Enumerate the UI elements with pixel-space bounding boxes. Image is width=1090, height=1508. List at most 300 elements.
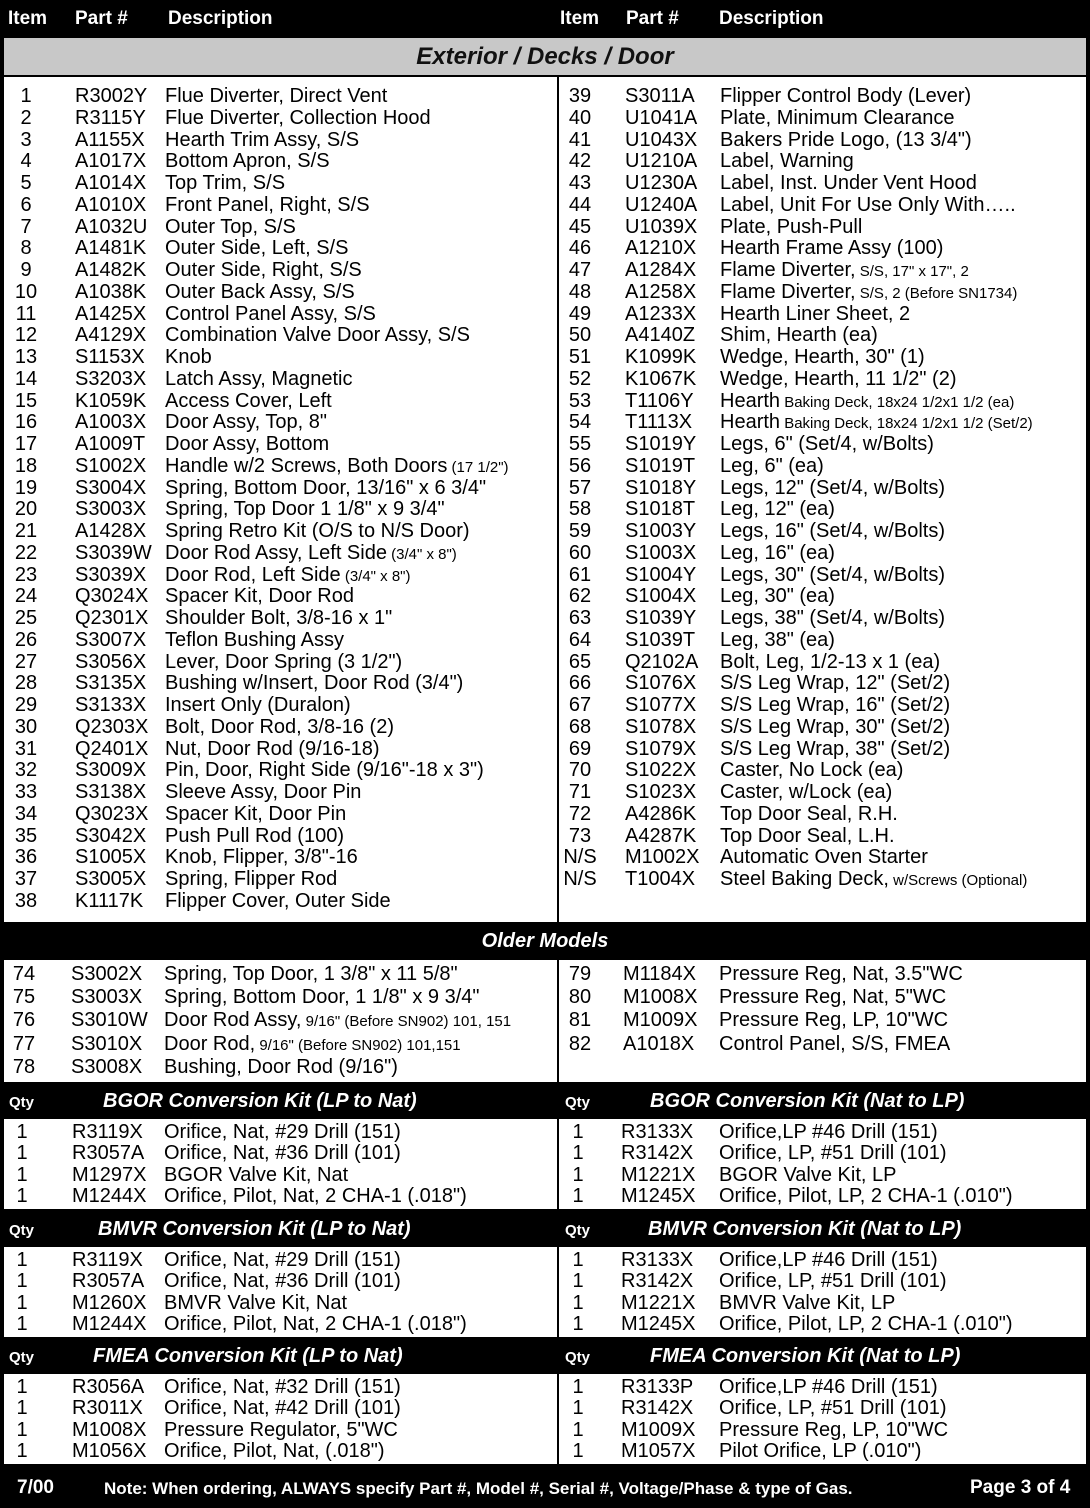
part-description: [720, 868, 1027, 892]
kit-title-right: BGOR Conversion Kit (Nat to LP): [650, 1090, 965, 1112]
part-number: S1003X: [625, 541, 697, 564]
description-text: Legs, 38" (Set/4, w/Bolts): [720, 607, 945, 629]
part-description: [165, 564, 411, 588]
item-number: 71: [568, 781, 592, 803]
part-description: [720, 542, 835, 564]
item-number: 41: [568, 128, 592, 151]
part-number: A4286K: [625, 802, 697, 825]
part-number: M1221X: [621, 1291, 696, 1314]
table-row: [559, 542, 1086, 564]
part-number: S3042X: [75, 824, 147, 847]
part-number: Q3024X: [75, 585, 149, 608]
description-text: Flame Diverter,: [720, 280, 856, 303]
table-row: [559, 1249, 1086, 1271]
part-description: Orifice,LP #46 Drill (151): [719, 1376, 938, 1398]
part-number: M1184X: [623, 963, 697, 985]
table-row: [4, 1164, 557, 1186]
table-row: [4, 585, 557, 607]
item-number: 81: [568, 1009, 592, 1032]
table-row: [559, 868, 1086, 890]
description-text: Door Assy, Bottom: [165, 433, 330, 455]
item-number: 23: [14, 563, 38, 586]
part-description: Orifice, Nat, #29 Drill (151): [164, 1249, 401, 1271]
part-description: BMVR Valve Kit, LP: [719, 1291, 896, 1314]
description-text: Pressure Reg, Nat, 5"WC: [719, 986, 947, 1009]
part-description: [165, 85, 387, 107]
table-row: [4, 237, 557, 259]
kit-header: [4, 1083, 1086, 1119]
part-number: S1039Y: [625, 607, 697, 629]
description-text: Spring Retro Kit (O/S to N/S Door): [165, 520, 470, 542]
table-row: [4, 1185, 557, 1207]
quantity: 1: [16, 1184, 28, 1207]
description-text: Knob: [165, 346, 212, 368]
description-text: Top Door Seal, R.H.: [720, 802, 898, 825]
description-text: Automatic Oven Starter: [720, 846, 928, 869]
header-description-left: Description: [168, 8, 273, 29]
description-text: S/S Leg Wrap, 16" (Set/2): [720, 694, 951, 716]
description-text: Bottom Apron, S/S: [165, 150, 330, 173]
part-description: [720, 825, 895, 847]
part-number: M1002X: [625, 846, 700, 869]
table-row: [559, 1440, 1086, 1462]
description-text: Legs, 30" (Set/4, w/Bolts): [720, 563, 945, 586]
part-number: S1078X: [625, 715, 697, 738]
part-description: [165, 237, 348, 259]
part-description: Orifice, Pilot, Nat, (.018"): [164, 1439, 385, 1462]
part-description: [165, 672, 463, 694]
quantity: 1: [572, 1312, 584, 1335]
table-row: [559, 281, 1086, 303]
part-description: [165, 520, 470, 542]
quantity: 1: [572, 1397, 584, 1420]
part-description: [720, 281, 1017, 305]
table-row: [4, 694, 557, 716]
part-description: [165, 390, 332, 412]
older-models-title: Older Models: [481, 930, 609, 952]
table-row: [4, 803, 557, 825]
item-number: 6: [20, 193, 32, 216]
part-description: [720, 150, 854, 172]
table-row: [4, 411, 557, 433]
item-number: 27: [14, 650, 38, 673]
table-row: [559, 411, 1086, 433]
item-number: 47: [568, 259, 592, 281]
item-number: 9: [20, 259, 32, 281]
item-number: 73: [568, 824, 592, 847]
table-row: [559, 390, 1086, 412]
description-text: Shoulder Bolt, 3/8-16 x 1": [165, 607, 393, 629]
description-text: Outer Side, Right, S/S: [165, 259, 362, 281]
item-number: 78: [12, 1055, 36, 1078]
qty-label: Qty: [565, 1349, 591, 1366]
part-description: [165, 303, 376, 325]
part-number: U1210A: [625, 150, 698, 173]
part-description: [165, 172, 285, 194]
item-number: 79: [568, 963, 592, 985]
part-description: [165, 846, 358, 868]
description-text: Push Pull Rod (100): [165, 824, 344, 847]
item-number: 11: [15, 302, 37, 325]
item-number: 14: [14, 367, 38, 390]
description-text: Door Rod Assy,: [164, 1009, 302, 1032]
description-text: Shim, Hearth (ea): [720, 324, 878, 347]
part-description: [720, 564, 945, 586]
quantity: 1: [572, 1163, 584, 1186]
description-text: Hearth Frame Assy (100): [720, 237, 944, 260]
item-number: 7: [20, 215, 32, 238]
part-number: A1155X: [75, 128, 145, 151]
item-number: 70: [568, 759, 592, 782]
part-description: [165, 433, 329, 455]
description-text: Label, Warning: [720, 150, 854, 173]
part-number: A1428X: [75, 520, 147, 542]
part-number: S1077X: [625, 694, 697, 716]
table-row: [559, 803, 1086, 825]
table-row: [4, 781, 557, 803]
table-row: [559, 759, 1086, 781]
part-number: A1003X: [75, 411, 147, 434]
part-number: A1014X: [75, 172, 147, 194]
kit-title-right: BMVR Conversion Kit (Nat to LP): [648, 1218, 962, 1240]
part-description: [165, 498, 445, 520]
section-title: Exterior / Decks / Door: [4, 38, 1086, 75]
part-number: S1153X: [75, 346, 145, 368]
part-number: A1425X: [75, 302, 147, 325]
header-part-right: Part #: [626, 8, 679, 29]
table-row: [4, 172, 557, 194]
part-description: [720, 303, 910, 325]
table-row: [4, 986, 557, 1008]
table-row: [559, 963, 1086, 985]
quantity: 1: [572, 1376, 584, 1398]
item-number: 59: [568, 520, 592, 542]
item-number: 32: [14, 759, 38, 782]
part-number: M1009X: [623, 1009, 698, 1032]
kit-title-right: FMEA Conversion Kit (Nat to LP): [650, 1345, 961, 1367]
part-description: [165, 651, 402, 673]
quantity: 1: [16, 1270, 28, 1293]
item-number: 42: [568, 150, 592, 173]
part-description: [720, 607, 945, 629]
description-text: Control Panel, S/S, FMEA: [719, 1032, 951, 1055]
description-text: Bakers Pride Logo, (13 3/4"): [720, 128, 972, 151]
description-text: Bolt, Door Rod, 3/8-16 (2): [165, 715, 394, 738]
table-row: [4, 1009, 557, 1031]
table-row: [4, 672, 557, 694]
quantity: 1: [572, 1121, 584, 1143]
part-description: [165, 368, 353, 390]
item-number: 67: [568, 694, 592, 716]
description-text: Flipper Cover, Outer Side: [165, 889, 391, 912]
part-number: S3135X: [75, 672, 147, 695]
part-description: [720, 694, 950, 716]
item-number: 24: [14, 585, 38, 608]
description-note: (3/4" x 8"): [386, 545, 457, 563]
part-description: [165, 781, 361, 803]
table-row: [559, 629, 1086, 651]
part-number: M1244X: [72, 1184, 147, 1207]
qty-label: Qty: [565, 1222, 591, 1239]
description-text: Bushing w/Insert, Door Rod (3/4"): [165, 672, 464, 695]
part-number: S1023X: [625, 781, 697, 803]
part-number: S3039W: [75, 541, 152, 564]
description-text: Legs, 16" (Set/4, w/Bolts): [720, 520, 945, 542]
table-row: [559, 150, 1086, 172]
description-text: Leg, 30" (ea): [720, 585, 835, 608]
quantity: 1: [16, 1249, 28, 1271]
table-row: [4, 477, 557, 499]
description-text: Hearth: [720, 389, 781, 412]
table-row: [4, 498, 557, 520]
part-description: [720, 346, 925, 368]
item-number: 77: [12, 1032, 36, 1055]
part-description: [165, 477, 486, 499]
part-description: BGOR Valve Kit, Nat: [164, 1163, 349, 1186]
description-text: Wedge, Hearth, 30" (1): [720, 346, 925, 368]
part-description: [165, 107, 431, 129]
header-description-right: Description: [719, 8, 824, 29]
part-description: [165, 542, 457, 566]
part-description: [720, 498, 835, 520]
part-description: [720, 651, 940, 673]
item-number: 20: [14, 498, 38, 521]
part-description: [720, 216, 862, 238]
table-row: [4, 1376, 557, 1398]
item-number: 82: [568, 1032, 592, 1055]
table-row: [4, 564, 557, 586]
table-row: [559, 564, 1086, 586]
description-text: Pin, Door, Right Side (9/16"-18 x 3"): [165, 759, 484, 782]
part-description: [720, 411, 1033, 435]
item-number: 12: [14, 324, 38, 347]
footer-page-number: Page 3 of 4: [970, 1477, 1071, 1498]
part-description: [720, 781, 892, 803]
description-text: Caster, w/Lock (ea): [720, 781, 893, 803]
description-text: Hearth Trim Assy, S/S: [165, 128, 360, 151]
description-text: Sleeve Assy, Door Pin: [165, 781, 362, 803]
header-part-left: Part #: [75, 8, 128, 29]
description-text: Hearth Liner Sheet, 2: [720, 302, 911, 325]
part-number: M1221X: [621, 1163, 696, 1186]
table-row: [559, 368, 1086, 390]
part-description: Orifice, LP, #51 Drill (101): [719, 1397, 947, 1420]
table-row: [4, 1440, 557, 1462]
quantity: 1: [572, 1249, 584, 1271]
description-text: Flue Diverter, Direct Vent: [165, 85, 388, 107]
part-description: [165, 216, 296, 238]
table-row: [4, 1292, 557, 1314]
item-number: 69: [568, 737, 592, 760]
part-description: [720, 803, 898, 825]
description-note: Baking Deck, 18x24 1/2x1 1/2 (Set/2): [780, 415, 1033, 433]
part-number: S3005X: [75, 868, 147, 890]
description-text: Latch Assy, Magnetic: [165, 367, 353, 390]
part-number: R3142X: [621, 1397, 694, 1420]
item-number: N/S: [563, 868, 597, 890]
part-number: A4129X: [75, 324, 147, 347]
part-number: R3133X: [621, 1249, 694, 1271]
table-row: [559, 433, 1086, 455]
item-number: 65: [568, 650, 592, 673]
quantity: 1: [572, 1270, 584, 1293]
item-number: 66: [568, 672, 592, 695]
description-text: Spring, Flipper Rod: [165, 868, 338, 890]
item-number: 52: [568, 367, 592, 390]
part-description: Pilot Orifice, LP (.010"): [719, 1439, 922, 1462]
part-number: R3133P: [621, 1376, 694, 1398]
quantity: 1: [16, 1418, 28, 1441]
column-header: [4, 0, 1086, 38]
item-number: 68: [568, 715, 592, 738]
part-number: S3133X: [75, 694, 147, 716]
kit-right-column: [559, 1247, 1086, 1337]
exterior-parts-table: [4, 77, 1086, 922]
part-number: S1079X: [625, 737, 697, 760]
part-number: M1057X: [621, 1439, 696, 1462]
table-row: [559, 1419, 1086, 1441]
table-row: [4, 1313, 557, 1335]
part-number: T1004X: [625, 868, 696, 890]
table-row: [559, 455, 1086, 477]
part-number: U1039X: [625, 215, 698, 238]
part-description: Orifice, LP, #51 Drill (101): [719, 1270, 947, 1293]
item-number: 29: [14, 694, 38, 716]
older-models-table: [4, 960, 1086, 1082]
table-row: [4, 825, 557, 847]
part-description: [720, 368, 956, 390]
item-number: 36: [14, 846, 38, 869]
part-description: BMVR Valve Kit, Nat: [164, 1291, 348, 1314]
item-number: 37: [14, 868, 38, 890]
part-number: S1005X: [75, 846, 147, 869]
part-description: [164, 986, 479, 1008]
quantity: 1: [16, 1291, 28, 1314]
part-number: S3011A: [625, 85, 695, 107]
quantity: 1: [16, 1312, 28, 1335]
part-description: [165, 129, 359, 151]
table-row: [559, 303, 1086, 325]
part-description: [165, 455, 509, 479]
item-number: 72: [568, 802, 592, 825]
table-row: [4, 607, 557, 629]
part-number: R3119X: [72, 1249, 143, 1271]
older-right-column: [559, 960, 1086, 1082]
table-row: [4, 1397, 557, 1419]
item-number: 53: [568, 389, 592, 412]
table-row: [559, 346, 1086, 368]
part-description: Orifice, Pilot, Nat, 2 CHA-1 (.018"): [164, 1312, 467, 1335]
part-description: Orifice, Nat, #36 Drill (101): [164, 1142, 401, 1165]
table-row: [4, 629, 557, 651]
table-row: [559, 1292, 1086, 1314]
item-number: 31: [14, 737, 38, 760]
part-number: Q2102A: [625, 650, 699, 673]
description-text: S/S Leg Wrap, 12" (Set/2): [720, 672, 951, 695]
part-description: [720, 259, 969, 283]
part-description: Orifice, Pilot, Nat, 2 CHA-1 (.018"): [164, 1184, 467, 1207]
quantity: 1: [572, 1184, 584, 1207]
description-text: Legs, 12" (Set/4, w/Bolts): [720, 476, 945, 499]
quantity: 1: [16, 1121, 28, 1143]
description-text: Leg, 6" (ea): [720, 454, 824, 477]
table-row: [559, 694, 1086, 716]
part-description: [720, 738, 950, 760]
part-number: S3009X: [75, 759, 147, 782]
description-note: (17 1/2"): [447, 458, 509, 476]
item-number: 5: [20, 172, 32, 194]
table-row: [4, 194, 557, 216]
part-description: Orifice,LP #46 Drill (151): [719, 1249, 938, 1271]
part-description: [165, 629, 344, 651]
table-row: [559, 1033, 1086, 1055]
part-description: [165, 716, 394, 738]
part-description: [165, 346, 212, 368]
part-number: S1019Y: [625, 433, 697, 455]
item-number: 76: [12, 1009, 36, 1032]
part-number: M1008X: [72, 1418, 147, 1441]
item-number: 64: [568, 628, 592, 651]
table-row: [559, 1270, 1086, 1292]
part-number: S3056X: [75, 650, 147, 673]
kit-left-column: [4, 1119, 557, 1209]
description-note: 9/16" (Before SN902) 101,151: [255, 1036, 461, 1054]
description-text: Bushing, Door Rod (9/16"): [164, 1055, 398, 1078]
qty-label: Qty: [565, 1094, 591, 1111]
description-text: Teflon Bushing Assy: [165, 628, 344, 651]
table-row: [559, 846, 1086, 868]
part-description: [165, 585, 354, 607]
table-row: [559, 324, 1086, 346]
description-text: Nut, Door Rod (9/16-18): [165, 737, 380, 760]
part-description: [720, 390, 1014, 414]
table-row: [4, 107, 557, 129]
item-number: 50: [568, 324, 592, 347]
table-row: [4, 390, 557, 412]
item-number: 38: [14, 889, 38, 912]
part-description: [720, 172, 977, 194]
part-number: Q2303X: [75, 715, 149, 738]
description-text: Label, Unit For Use Only With…..: [720, 193, 1016, 216]
part-number: U1043X: [625, 128, 698, 151]
kit-left-column: [4, 1374, 557, 1464]
description-text: Handle w/2 Screws, Both Doors: [165, 454, 448, 477]
item-number: 46: [568, 237, 592, 260]
description-text: Insert Only (Duralon): [165, 694, 351, 716]
part-number: U1041A: [625, 106, 698, 129]
part-description: [165, 194, 370, 216]
qty-label: Qty: [9, 1094, 35, 1111]
part-number: A1038K: [75, 280, 147, 303]
part-description: Orifice, Pilot, LP, 2 CHA-1 (.010"): [719, 1184, 1013, 1207]
part-number: S1019T: [625, 454, 696, 477]
table-row: [4, 1419, 557, 1441]
part-number: A4140Z: [625, 324, 696, 347]
table-row: [559, 172, 1086, 194]
part-number: A1258X: [625, 280, 697, 303]
table-row: [4, 324, 557, 346]
part-number: A1210X: [625, 237, 697, 260]
part-number: A1010X: [75, 193, 147, 216]
part-number: S3008X: [71, 1055, 143, 1078]
part-description: [720, 237, 943, 259]
quantity: 1: [572, 1291, 584, 1314]
qty-label: Qty: [9, 1222, 35, 1239]
part-number: S3010X: [71, 1032, 143, 1055]
older-left-column: [4, 960, 557, 1082]
exterior-left-column: [4, 77, 557, 922]
part-description: Orifice, Nat, #29 Drill (151): [164, 1121, 401, 1143]
